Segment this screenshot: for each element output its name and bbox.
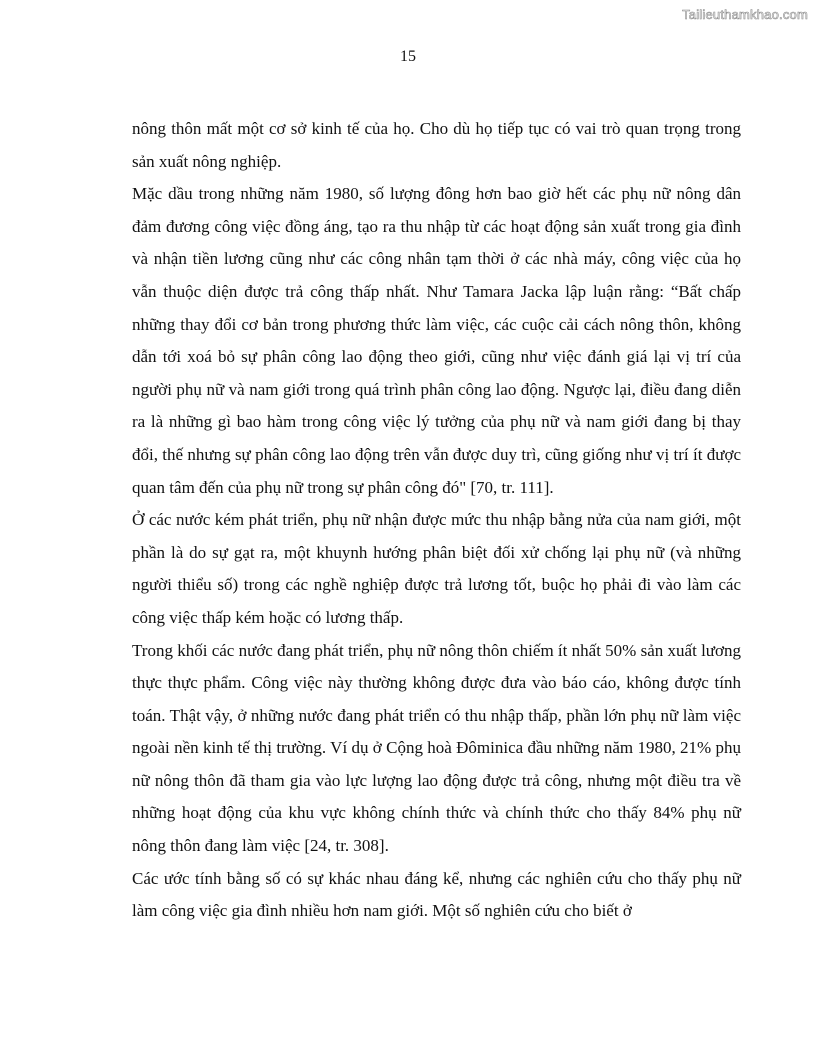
paragraph: Ở các nước kém phát triển, phụ nữ nhận được mức thu nhập bằng nửa của nam giới, một phần là do sự gạt ra, một khuynh hướng phân biệt đối xử chống lại phụ nữ (và những người thiểu số) trong các nghề nghiệp được trả lương tốt, buộc họ phải đi vào làm các công việc thấp kém hoặc có lương thấp.	[132, 510, 741, 627]
paragraph: Các ước tính bằng số có sự khác nhau đáng kể, nhưng các nghiên cứu cho thấy phụ nữ làm công việc gia đình nhiều hơn nam giới. Một số nghiên cứu cho biết ở	[132, 868, 741, 921]
paragraph: Mặc dầu trong những năm 1980, số lượng đông hơn bao giờ hết các phụ nữ nông dân đảm đương công việc đồng áng, tạo ra thu nhập từ các hoạt động sản xuất trong gia đình và nhận tiền lương cũng như các công nhân tạm thời ở các nhà máy, công việc của họ vẫn thuộc diện được trả công thấp nhất. Như Tamara Jacka lập luận rằng: “Bất chấp những thay đổi cơ bản trong phương thức làm việc, các cuộc cải cách nông thôn, không dẫn tới xoá bỏ sự phân công lao động theo giới, cũng như việc đánh giá lại vị trí của người phụ nữ và nam giới trong quá trình phân công lao động. Ngược lại, điều đang diễn ra là những gì bao hàm trong công việc lý tưởng của phụ nữ và nam giới đang bị thay đổi, thế nhưng sự phân công lao động trên vẫn được duy trì, cũng giống như vị trí ít được quan tâm đến của phụ nữ trong sự phân công đó" [70, tr. 111].	[132, 184, 741, 497]
paragraph: nông thôn mất một cơ sở kinh tế của họ. Cho dù họ tiếp tục có vai trò quan trọng trong sản xuất nông nghiệp.	[132, 119, 741, 171]
paragraph: Trong khối các nước đang phát triển, phụ nữ nông thôn chiếm ít nhất 50% sản xuất lương thực thực phẩm. Công việc này thường không được đưa vào báo cáo, không được tính toán. Thật vậy, ở những nước đang phát triển có thu nhập thấp, phần lớn phụ nữ làm việc ngoài nền kinh tế thị trường. Ví dụ ở Cộng hoà Đôminica đầu những năm 1980, 21% phụ nữ nông thôn đã tham gia vào lực lượng lao động được trả công, nhưng một điều tra về những hoạt động của khu vực không chính thức và chính thức cho thấy 84% phụ nữ nông thôn đang làm việc [24, tr. 308].	[132, 640, 741, 856]
watermark-text: Tailieuthamkhao.com	[682, 7, 808, 22]
document-body	[132, 113, 741, 928]
page-number: 15	[400, 48, 416, 65]
